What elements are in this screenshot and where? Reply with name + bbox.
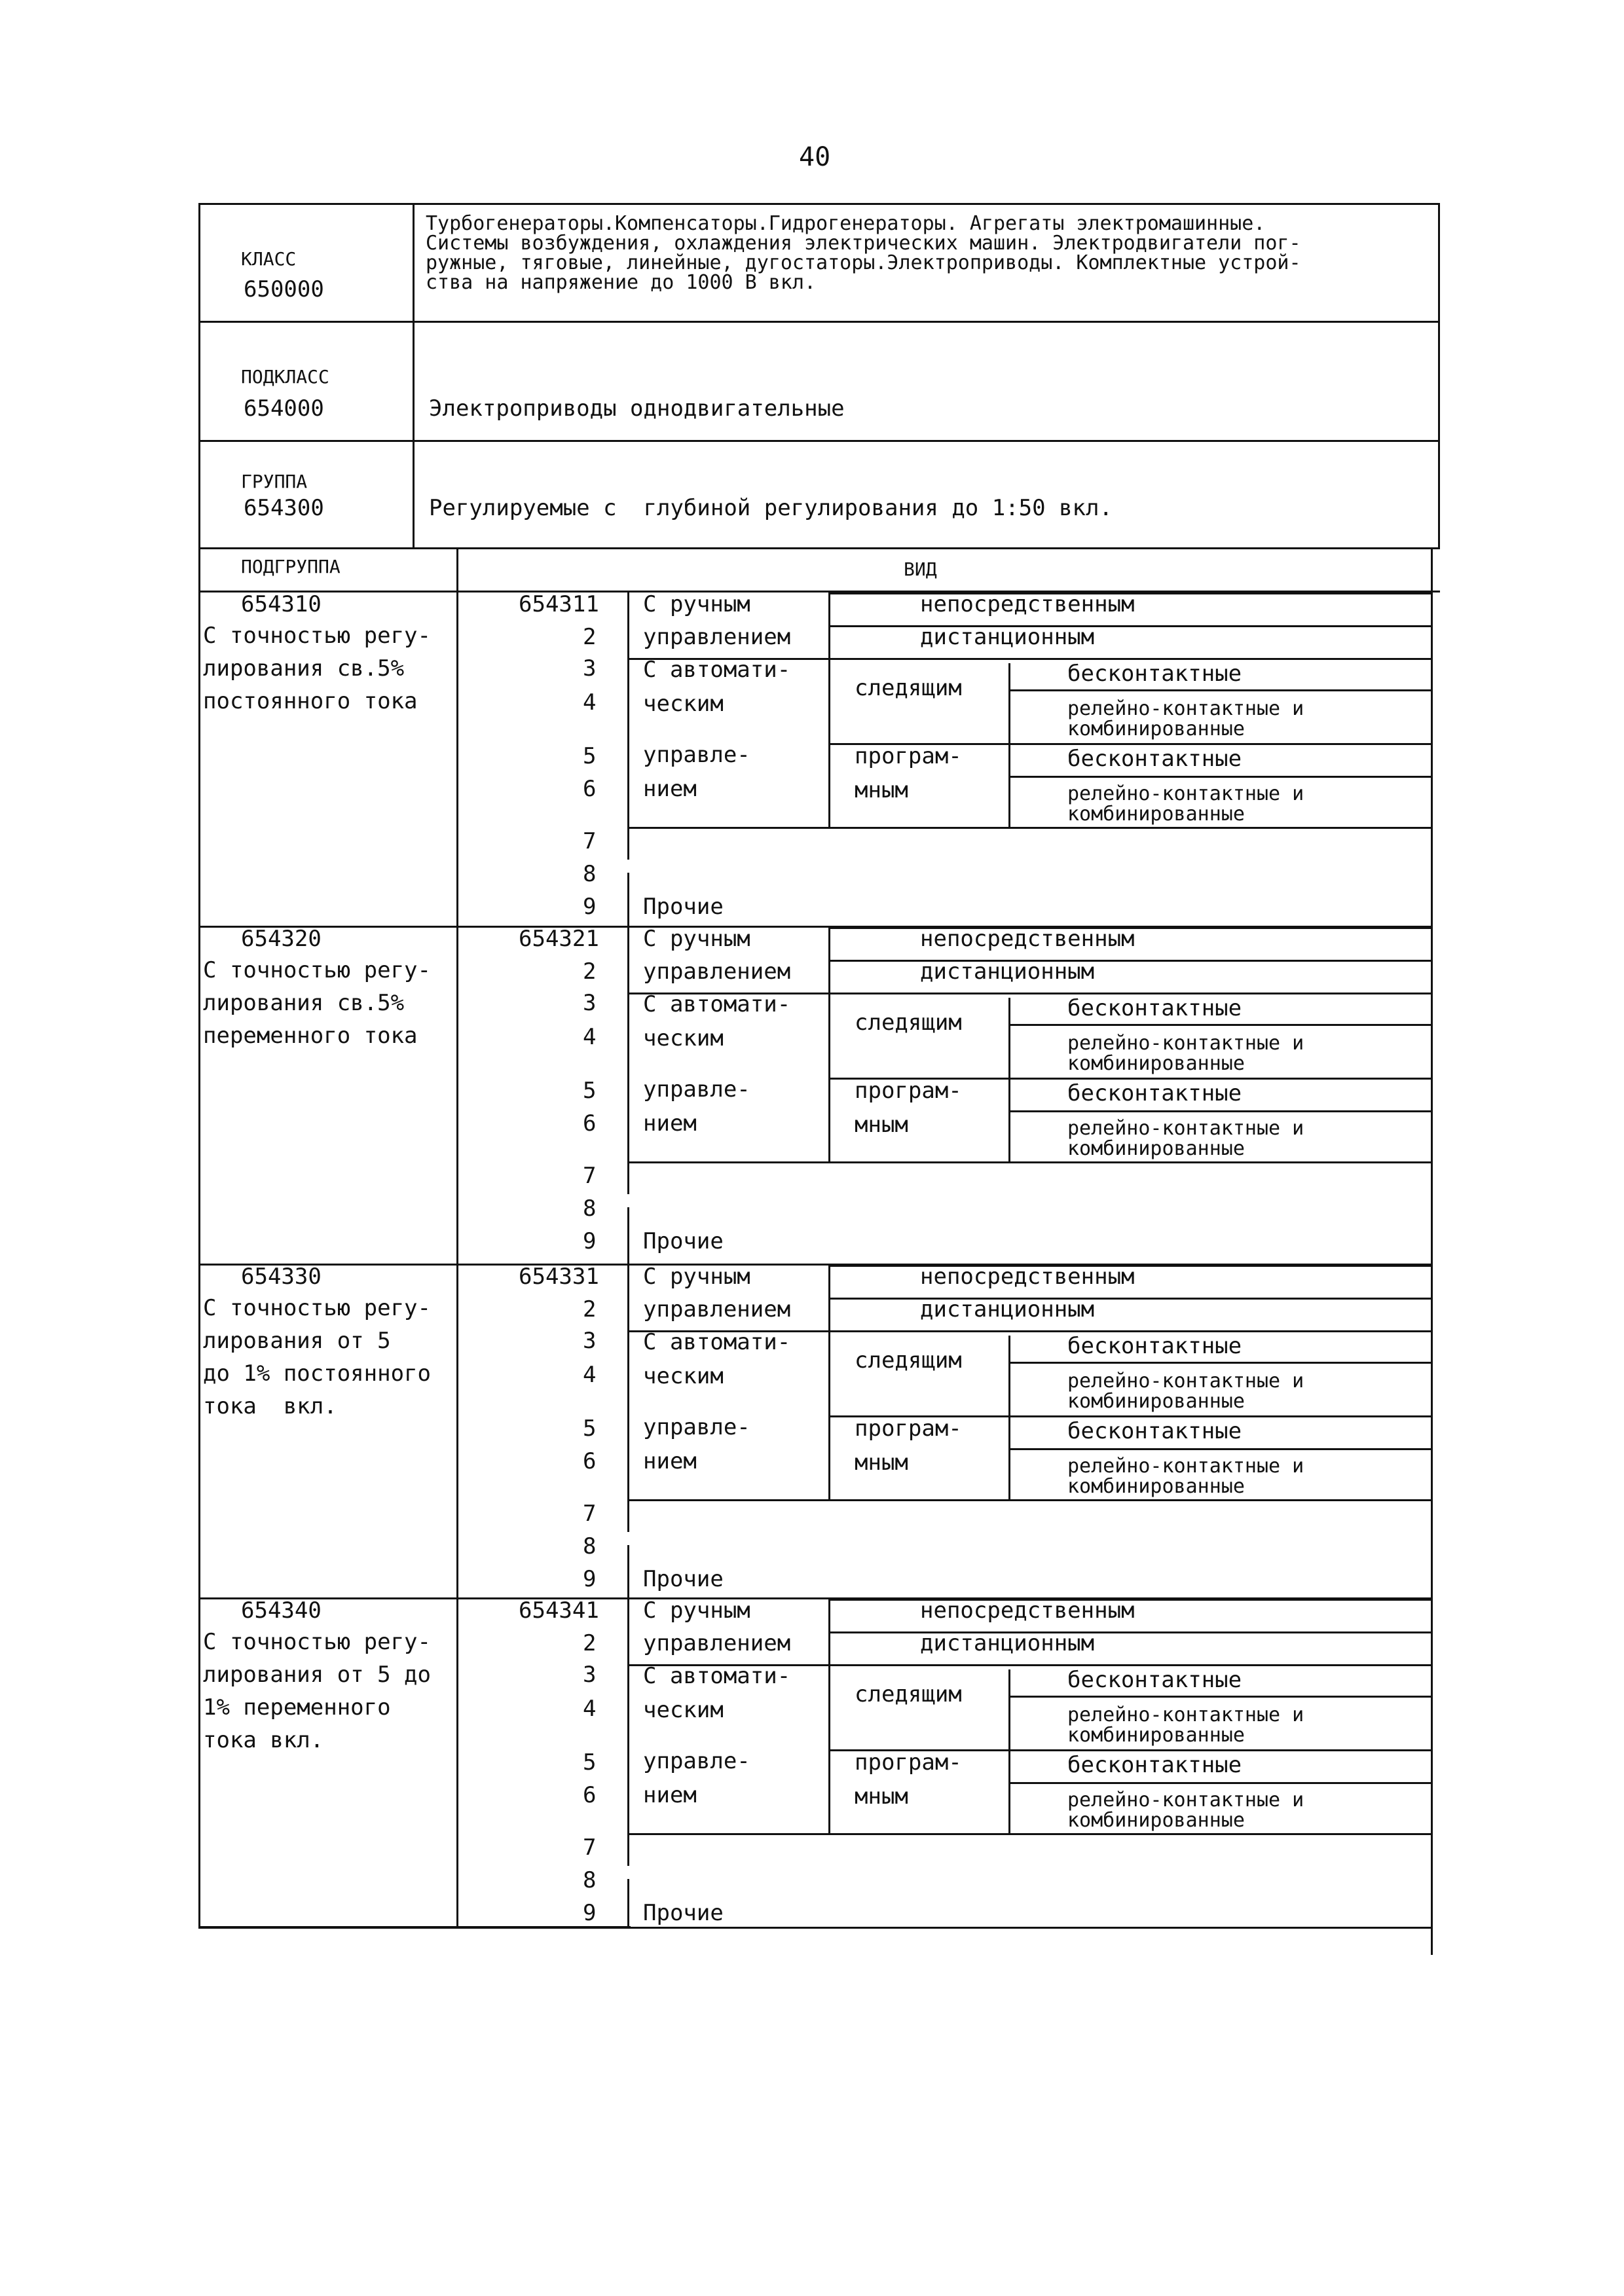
tracking-label: следящим <box>855 1347 962 1374</box>
auto-label: нием <box>643 1448 697 1474</box>
tracking-label: следящим <box>855 675 962 701</box>
relay-label: комбинированные <box>1067 803 1245 826</box>
column-line <box>627 1879 629 1927</box>
row-line <box>828 1298 1431 1300</box>
column-line <box>627 1545 629 1597</box>
contactless-label: бесконтактные <box>1067 1418 1242 1444</box>
remote-label: дистанционным <box>920 958 1095 985</box>
relay-label: комбинированные <box>1067 1137 1245 1160</box>
column-line <box>1008 663 1010 827</box>
row-line <box>828 625 1431 627</box>
kind-number: 7 <box>583 828 597 854</box>
subgroup-description-line: С точностью регу- <box>203 1295 431 1321</box>
auto-label: нием <box>643 776 697 802</box>
auto-label: С автомати- <box>643 1329 791 1355</box>
relay-label: комбинированные <box>1067 1052 1245 1075</box>
tracking-label: следящим <box>855 1681 962 1707</box>
row-line <box>1008 689 1431 691</box>
column-line <box>627 873 629 926</box>
auto-label: ческим <box>643 1025 724 1051</box>
programmed-label: мным <box>855 777 908 803</box>
kind-number: 8 <box>583 1533 597 1559</box>
subgroup-description-line: С точностью регу- <box>203 957 431 983</box>
subgroup-code: 654310 <box>241 591 322 617</box>
column-line <box>627 926 629 1194</box>
kind-code: 654311 <box>519 591 599 617</box>
subgroup-description-line: тока вкл. <box>203 1393 337 1419</box>
row-line <box>828 960 1431 962</box>
programmed-label: програм- <box>855 743 962 769</box>
manual-label: С ручным <box>643 1264 750 1290</box>
kind-number: 7 <box>583 1501 597 1527</box>
auto-label: управле- <box>643 742 750 768</box>
other-label: Прочие <box>643 1566 724 1592</box>
relay-label: релейно-контактные и <box>1067 1117 1304 1140</box>
auto-label: ческим <box>643 691 724 717</box>
relay-label: релейно-контактные и <box>1067 1032 1304 1055</box>
subgroup-description-line: лирования от 5 до <box>203 1662 431 1688</box>
relay-label: релейно-контактные и <box>1067 1370 1304 1393</box>
kind-number: 2 <box>583 958 597 985</box>
subgroup-description-line: С точностью регу- <box>203 623 431 649</box>
class-text-line-1: Турбогенераторы.Компенсаторы.Гидрогенераторы. Агрегаты электромашинные. <box>426 212 1266 235</box>
programmed-label: мным <box>855 1783 908 1810</box>
contactless-label: бесконтактные <box>1067 1080 1242 1106</box>
kind-number: 2 <box>583 624 597 650</box>
subgroup-description-line: постоянного тока <box>203 688 418 714</box>
subgroup-description-line: 1% переменного <box>203 1694 391 1721</box>
kind-number: 2 <box>583 1630 597 1656</box>
subgroup-code: 654330 <box>241 1264 322 1290</box>
manual-label: С ручным <box>643 926 750 952</box>
kind-number: 3 <box>583 990 597 1016</box>
kind-number: 9 <box>583 1228 597 1254</box>
row-line <box>627 1499 1431 1501</box>
programmed-label: мным <box>855 1449 908 1476</box>
kind-number: 6 <box>583 1782 597 1808</box>
auto-label: ческим <box>643 1697 724 1723</box>
kind-number: 4 <box>583 1696 597 1722</box>
kind-number: 3 <box>583 1328 597 1354</box>
remote-label: дистанционным <box>920 1630 1095 1656</box>
tracking-label: следящим <box>855 1010 962 1036</box>
manual-label: управлением <box>643 958 791 985</box>
row-line <box>627 827 1431 829</box>
column-line <box>627 1264 629 1532</box>
relay-label: релейно-контактные и <box>1067 1704 1304 1726</box>
programmed-label: мным <box>855 1112 908 1138</box>
kind-code: 654331 <box>519 1264 599 1290</box>
manual-label: С ручным <box>643 591 750 617</box>
remote-label: дистанционным <box>920 1296 1095 1322</box>
class-text-line-3: ружные, тяговые, линейные, дугостаторы.Электроприводы. Комплектные устрой- <box>426 251 1301 274</box>
relay-label: комбинированные <box>1067 718 1245 740</box>
group-code: 654300 <box>244 495 324 521</box>
auto-label: управле- <box>643 1414 750 1440</box>
row-line <box>1008 1024 1431 1026</box>
kind-number: 6 <box>583 776 597 802</box>
contactless-label: бесконтактные <box>1067 1667 1242 1693</box>
kind-number: 6 <box>583 1448 597 1474</box>
auto-label: нием <box>643 1110 697 1137</box>
kind-number: 6 <box>583 1110 597 1137</box>
contactless-label: бесконтактные <box>1067 1752 1242 1778</box>
relay-label: релейно-контактные и <box>1067 1455 1304 1478</box>
direct-label: непосредственным <box>920 1597 1135 1624</box>
relay-label: комбинированные <box>1067 1475 1245 1498</box>
column-line <box>1008 1669 1010 1833</box>
row-line <box>1008 1110 1431 1112</box>
contactless-label: бесконтактные <box>1067 1333 1242 1359</box>
subgroup-description-line: лирования св.5% <box>203 990 405 1016</box>
manual-label: управлением <box>643 624 791 650</box>
other-label: Прочие <box>643 1228 724 1254</box>
other-label: Прочие <box>643 894 724 920</box>
programmed-label: програм- <box>855 1415 962 1442</box>
manual-label: управлением <box>643 1296 791 1322</box>
group-text: Регулируемые с глубиной регулирования до 1:50 вкл. <box>429 495 1113 521</box>
row-line <box>627 1161 1431 1163</box>
subgroup-code: 654320 <box>241 926 322 952</box>
column-line <box>627 1207 629 1264</box>
class-text-line-4: ства на напряжение до 1000 В вкл. <box>426 271 817 294</box>
kind-number: 8 <box>583 1195 597 1222</box>
auto-label: ческим <box>643 1363 724 1389</box>
row-line <box>627 1833 1431 1835</box>
relay-label: релейно-контактные и <box>1067 1789 1304 1812</box>
kind-number: 4 <box>583 1362 597 1388</box>
class-label: КЛАСС <box>241 248 297 270</box>
kind-number: 5 <box>583 1078 597 1104</box>
contactless-label: бесконтактные <box>1067 661 1242 687</box>
subclass-text: Электроприводы однодвигательные <box>429 395 845 422</box>
subgroup-description-line: переменного тока <box>203 1023 418 1049</box>
kind-number: 2 <box>583 1296 597 1322</box>
direct-label: непосредственным <box>920 1264 1135 1290</box>
contactless-label: бесконтактные <box>1067 746 1242 772</box>
kind-header: ВИД <box>904 558 937 580</box>
manual-label: управлением <box>643 1630 791 1656</box>
kind-number: 9 <box>583 894 597 920</box>
class-code: 650000 <box>244 276 324 302</box>
kind-number: 7 <box>583 1834 597 1861</box>
auto-label: управле- <box>643 1748 750 1774</box>
subgroup-description-line: тока вкл. <box>203 1727 324 1753</box>
relay-label: комбинированные <box>1067 1809 1245 1832</box>
relay-label: комбинированные <box>1067 1390 1245 1413</box>
kind-number: 4 <box>583 689 597 716</box>
class-text-line-2: Системы возбуждения, охлаждения электрических машин. Электродвигатели пог- <box>426 232 1301 255</box>
subclass-label: ПОДКЛАСС <box>241 366 329 388</box>
remote-label: дистанционным <box>920 624 1095 650</box>
kind-code: 654341 <box>519 1597 599 1624</box>
row-line <box>1008 1448 1431 1450</box>
subgroup-description-line: до 1% постоянного <box>203 1360 431 1387</box>
kind-number: 9 <box>583 1900 597 1926</box>
manual-label: С ручным <box>643 1597 750 1624</box>
row-line <box>1008 776 1431 778</box>
kind-number: 8 <box>583 861 597 887</box>
direct-label: непосредственным <box>920 926 1135 952</box>
column-line <box>1008 998 1010 1161</box>
column-line <box>627 591 629 860</box>
group-label: ГРУППА <box>241 471 308 492</box>
relay-label: релейно-контактные и <box>1067 697 1304 720</box>
relay-label: комбинированные <box>1067 1724 1245 1747</box>
subgroup-header: ПОДГРУППА <box>241 556 341 577</box>
programmed-label: програм- <box>855 1749 962 1776</box>
subgroup-code: 654340 <box>241 1597 322 1624</box>
kind-number: 3 <box>583 655 597 682</box>
row-line <box>1008 1362 1431 1364</box>
other-label: Прочие <box>643 1900 724 1926</box>
row-line <box>1008 1782 1431 1784</box>
contactless-label: бесконтактные <box>1067 995 1242 1021</box>
subclass-code: 654000 <box>244 395 324 422</box>
relay-label: релейно-контактные и <box>1067 782 1304 805</box>
column-line <box>627 1597 629 1866</box>
page-number: 40 <box>799 142 831 172</box>
auto-label: С автомати- <box>643 657 791 683</box>
kind-number: 5 <box>583 1415 597 1442</box>
auto-label: С автомати- <box>643 991 791 1017</box>
subgroup-description-line: лирования св.5% <box>203 655 405 682</box>
subgroup-description-line: лирования от 5 <box>203 1328 391 1354</box>
kind-code: 654321 <box>519 926 599 952</box>
subgroup-description-line: С точностью регу- <box>203 1629 431 1655</box>
row-line <box>1008 1696 1431 1698</box>
kind-number: 7 <box>583 1163 597 1189</box>
kind-number: 4 <box>583 1024 597 1050</box>
direct-label: непосредственным <box>920 591 1135 617</box>
kind-number: 9 <box>583 1566 597 1592</box>
kind-number: 3 <box>583 1662 597 1688</box>
auto-label: нием <box>643 1782 697 1808</box>
row-line <box>828 1631 1431 1633</box>
kind-number: 5 <box>583 743 597 769</box>
kind-number: 5 <box>583 1749 597 1776</box>
programmed-label: програм- <box>855 1078 962 1104</box>
auto-label: С автомати- <box>643 1663 791 1689</box>
kind-number: 8 <box>583 1867 597 1893</box>
auto-label: управле- <box>643 1076 750 1102</box>
column-line <box>1008 1336 1010 1499</box>
